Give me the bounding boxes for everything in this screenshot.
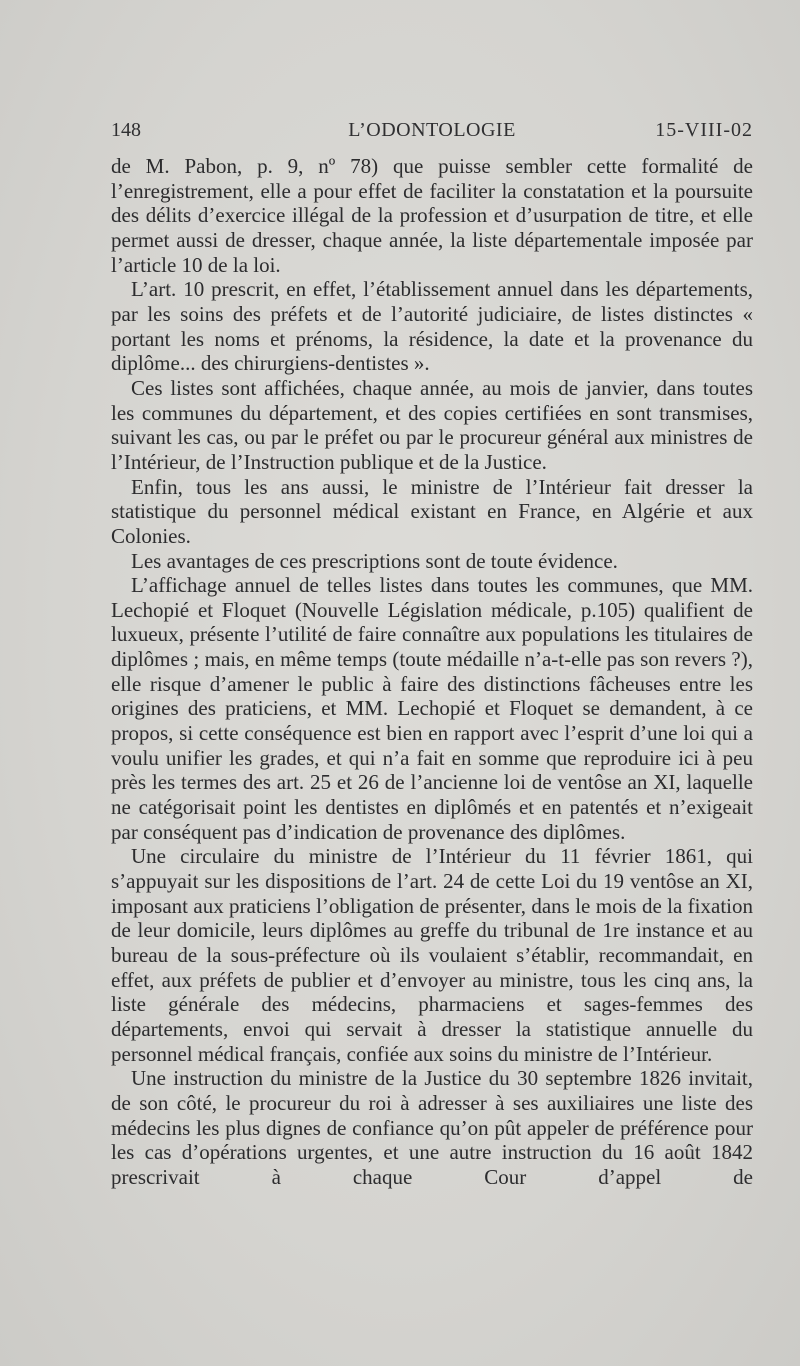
paragraph-6: L’affichage annuel de telles listes dans toutes les communes, que MM. Lechopié et Floquet (Nouvelle Législation médicale, p.105) qualifient de luxueux, présente l’utilité de faire connaître aux populations les titulaires de diplômes ; mais, en même temps (toute médaille n’a-t-elle pas son revers ?), elle risque d’amener le public à faire des distinctions fâcheuses entre les origines des praticiens, et MM. Lechopié et Floquet se demandent, à ce propos, si cette conséquence est bien en rapport avec l’esprit d’une loi qui a voulu unifier les grades, et qui n’a fait en somme que reproduire ici à peu près les termes des art. 25 et 26 de l’ancienne loi de ventôse an XI, laquelle ne catégorisait point les dentistes en diplômés et en patentés et n’exigeait par conséquent pas d’indication de provenance des diplômes. (111, 573, 753, 844)
running-header (111, 119, 753, 149)
paragraph-8: Une instruction du ministre de la Justice du 30 septembre 1826 invitait, de son côté, le procureur du roi à adresser à ses auxiliaires une liste des médecins les plus dignes de confiance qu’on pût appeler de préférence pour les cas d’opérations urgentes, et une autre instruction du 16 août 1842 prescrivait à chaque Cour d’appel de (111, 1066, 753, 1189)
paragraph-7: Une circulaire du ministre de l’Intérieur du 11 février 1861, qui s’appuyait sur les dispositions de l’art. 24 de cette Loi du 19 ventôse an XI, imposant aux praticiens l’obligation de présenter, dans le mois de la fixation de leur domicile, leurs diplômes au greffe du tribunal de 1re instance et au bureau de la sous-préfecture où ils voulaient s’établir, recommandait, en effet, aux préfets de publier et d’envoyer au ministre, tous les cinq ans, la liste générale des médecins, pharmaciens et sages-femmes des départements, envoi qui servait à dresser la statistique annuelle du personnel médical français, confiée aux soins du ministre de l’Intérieur. (111, 844, 753, 1066)
page-number: 148 (111, 119, 141, 141)
body-text (111, 154, 753, 1190)
issue-date: 15-VIII-02 (655, 119, 753, 141)
paragraph-5: Les avantages de ces prescriptions sont de toute évidence. (131, 548, 618, 573)
paragraph-1: de M. Pabon, p. 9, nº 78) que puisse sembler cette formalité de l’enregistrement, elle a pour effet de faciliter la constatation et la poursuite des délits d’exercice illégal de la profession et d’usurpation de titre, et elle permet aussi de dresser, chaque année, la liste départementale imposée par l’article 10 de la loi. (111, 154, 753, 277)
paragraph-4: Enfin, tous les ans aussi, le ministre de l’Intérieur fait dresser la statistique du personnel médical existant en France, en Algérie et aux Colonies. (111, 474, 753, 548)
paragraph-3: Ces listes sont affichées, chaque année, au mois de janvier, dans toutes les communes du département, et des copies certifiées en sont transmises, suivant les cas, ou par le préfet ou par le procureur général aux ministres de l’Intérieur, de l’Instruction publique et de la Justice. (111, 375, 753, 474)
paragraph-2: L’art. 10 prescrit, en effet, l’établissement annuel dans les départements, par les soins des préfets et de l’autorité judiciaire, de listes distinctes « portant les noms et prénoms, la résidence, la date et la provenance du diplôme... des chirurgiens-dentistes ». (111, 277, 753, 376)
journal-title: L’ODONTOLOGIE (348, 119, 516, 141)
